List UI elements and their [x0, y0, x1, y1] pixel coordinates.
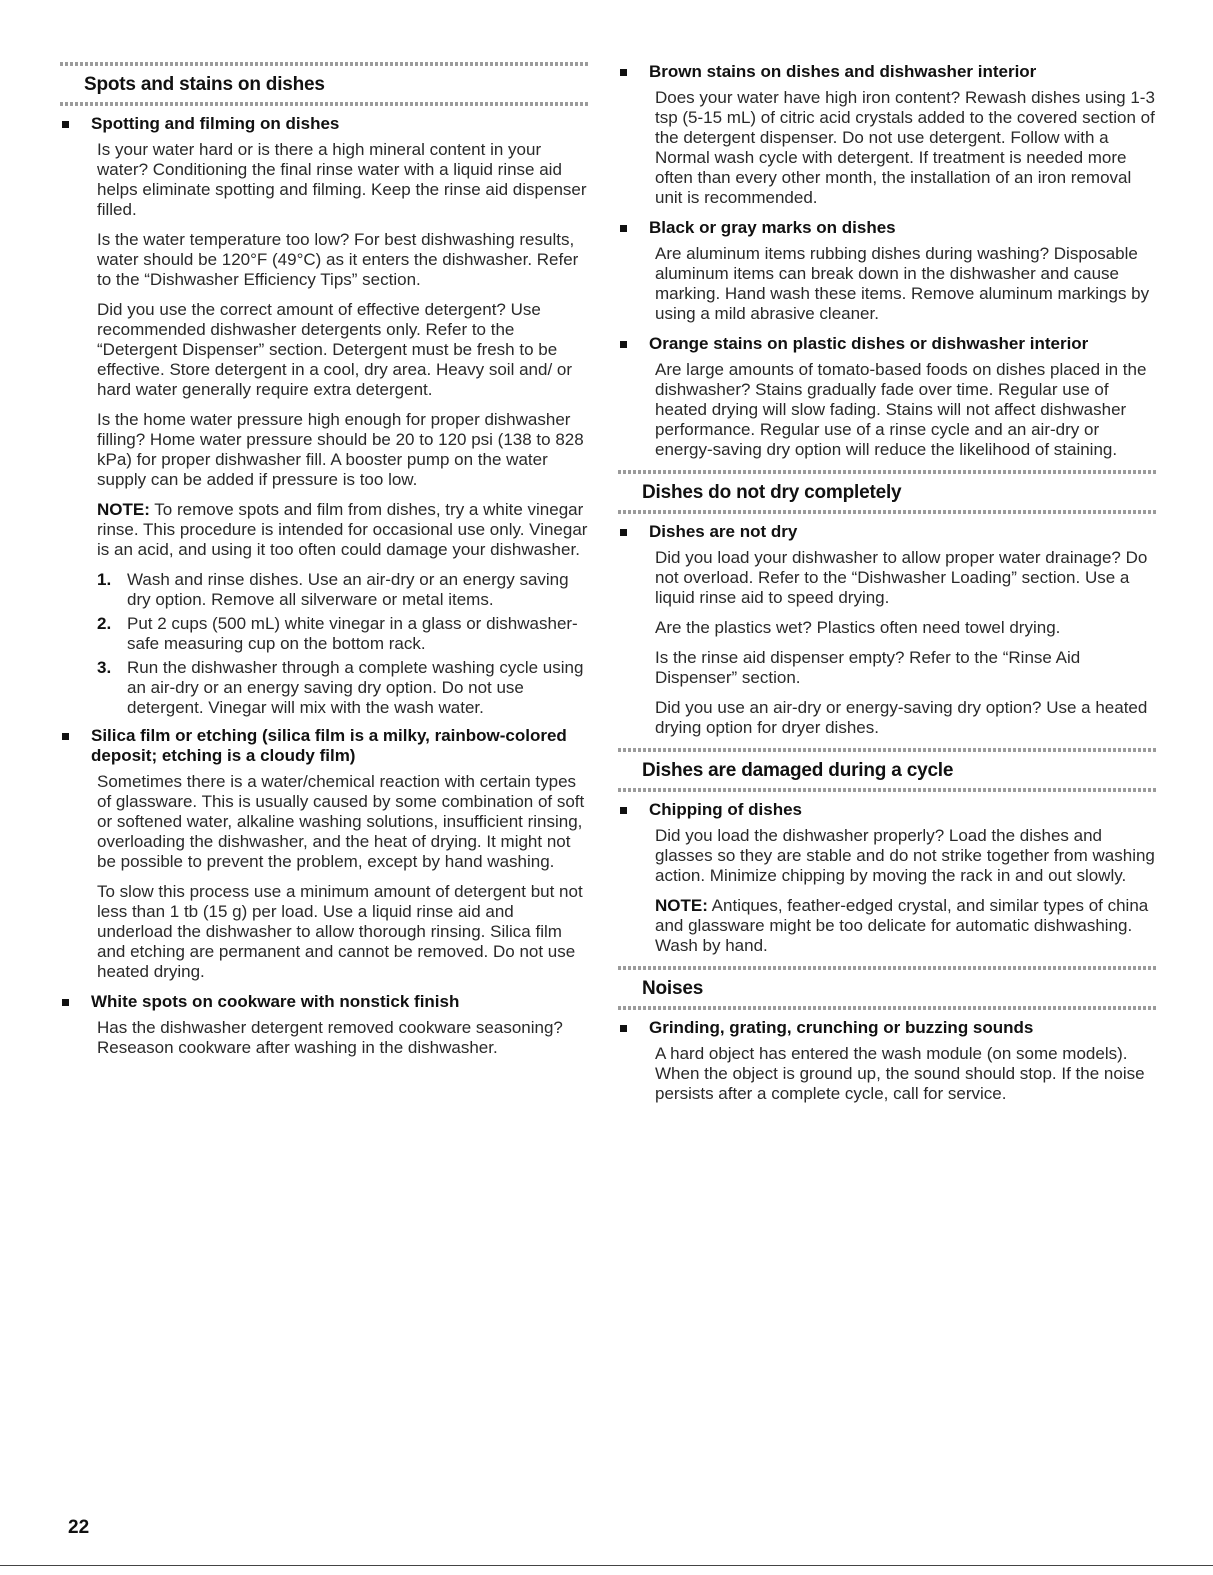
bullet-icon — [62, 733, 69, 740]
bullet-icon — [620, 1025, 627, 1032]
section-header — [618, 470, 1158, 514]
item-paragraph: To slow this process use a minimum amount of detergent but not less than 1 tb (15 g) per load. Use a liquid rinse aid and underload the dishwasher to allow thorough rinsing. Silica film and etching are permanent and cannot be removed. Do not use heated drying. — [97, 882, 583, 981]
section-title: Dishes are damaged during a cycle — [642, 760, 954, 781]
item-paragraph: Is the home water pressure high enough for proper dishwasher filling? Home water pressure should be 20 to 120 psi (138 to 828 kPa) for proper dishwasher fill. A booster pump on the water supply can be added if pressure is too low. — [97, 410, 584, 489]
note-label: NOTE: — [655, 896, 708, 915]
bullet-icon — [620, 225, 627, 232]
troubleshooting-item — [618, 1018, 1158, 1104]
steps-list — [97, 570, 590, 718]
troubleshooting-item — [60, 114, 590, 718]
dotted-rule — [618, 748, 1158, 752]
bullet-icon — [620, 807, 627, 814]
dotted-rule — [618, 510, 1158, 514]
item-title: Black or gray marks on dishes — [649, 218, 896, 237]
item-paragraph: Are large amounts of tomato-based foods on dishes placed in the dishwasher? Stains gradually fade over time. Regular use of heated drying will slow fading. Stains will not affect dishwasher performance. Regular use of a rinse cycle and an air-dry or energy-saving dry option will reduce the likelihood of staining. — [655, 360, 1147, 459]
dotted-rule — [60, 62, 590, 66]
step-number: 3. — [97, 658, 112, 677]
page-number: 22 — [68, 1517, 90, 1538]
item-paragraph: Did you use an air-dry or energy-saving dry option? Use a heated drying option for dryer dishes. — [655, 698, 1148, 737]
note-paragraph — [655, 896, 1158, 956]
step-number: 1. — [97, 570, 112, 589]
item-title: White spots on cookware with nonstick finish — [91, 992, 460, 1011]
item-title: Brown stains on dishes and dishwasher interior — [649, 62, 1037, 81]
item-paragraph: Are the plastics wet? Plastics often need towel drying. — [655, 618, 1061, 637]
item-paragraph: A hard object has entered the wash module (on some models). When the object is ground up, the sound should stop. If the noise persists after a complete cycle, call for service. — [655, 1044, 1145, 1103]
item-paragraph: Does your water have high iron content? Rewash dishes using 1-3 tsp (5-15 mL) of citric acid crystals added to the covered section of the detergent dispenser. Do not use detergent. Follow with a Normal wash cycle with detergent. If treatment is needed more often than every other month, the installation of an iron removal unit is recommended. — [655, 88, 1155, 207]
bottom-rule — [0, 1565, 1213, 1566]
section-title: Spots and stains on dishes — [84, 74, 325, 95]
item-paragraph: Is your water hard or is there a high mineral content in your water? Conditioning the final rinse water with a liquid rinse aid helps eliminate spotting and filming. Keep the rinse aid dispenser filled. — [97, 140, 587, 219]
bullet-icon — [620, 529, 627, 536]
section-title: Noises — [642, 978, 704, 999]
troubleshooting-item — [60, 992, 590, 1058]
item-paragraph: Sometimes there is a water/chemical reaction with certain types of glassware. This is usually caused by some combination of soft or softened water, alkaline washing solutions, insufficient rinsing, overloading the dishwasher, and the heat of drying. It might not be possible to prevent the problem, except by hand washing. — [97, 772, 585, 871]
troubleshooting-item — [618, 334, 1158, 460]
left-column — [60, 62, 590, 1068]
troubleshooting-item — [618, 800, 1158, 956]
item-title: Dishes are not dry — [649, 522, 798, 541]
item-title: Chipping of dishes — [649, 800, 802, 819]
step-text: Wash and rinse dishes. Use an air-dry or an energy saving dry option. Remove all silverware or metal items. — [127, 570, 569, 609]
step-item — [97, 570, 590, 610]
dotted-rule — [618, 966, 1158, 970]
step-item — [97, 614, 590, 654]
item-title: Grinding, grating, crunching or buzzing sounds — [649, 1018, 1034, 1037]
section-header — [60, 62, 590, 106]
note-text: To remove spots and film from dishes, try a white vinegar rinse. This procedure is intended for occasional use only. Vinegar is an acid, and using it too often could damage your dishwasher. — [97, 500, 588, 559]
note-label: NOTE: — [97, 500, 150, 519]
bullet-icon — [620, 69, 627, 76]
dotted-rule — [60, 102, 590, 106]
item-paragraph: Is the rinse aid dispenser empty? Refer to the “Rinse Aid Dispenser” section. — [655, 648, 1081, 687]
item-title: Silica film or etching (silica film is a milky, rainbow-colored deposit; etching is a cloudy film) — [91, 726, 567, 765]
item-paragraph: Did you use the correct amount of effective detergent? Use recommended dishwasher detergents only. Refer to the “Detergent Dispenser” section. Detergent must be fresh to be effective. Store detergent in a cool, dry area. Heavy soil and/ or hard water generally require extra detergent. — [97, 300, 573, 399]
note-text: Antiques, feather-edged crystal, and similar types of china and glassware might be too delicate for automatic dishwashing. Wash by hand. — [655, 896, 1149, 955]
item-paragraph: Are aluminum items rubbing dishes during washing? Disposable aluminum items can break down in the dishwasher and cause marking. Hand wash these items. Remove aluminum markings by using a mild abrasive cleaner. — [655, 244, 1150, 323]
item-title: Spotting and filming on dishes — [91, 114, 340, 133]
bullet-icon — [620, 341, 627, 348]
step-item — [97, 658, 590, 718]
note-paragraph — [97, 500, 590, 560]
bullet-icon — [62, 999, 69, 1006]
item-paragraph: Did you load the dishwasher properly? Load the dishes and glasses so they are stable and do not strike together from washing action. Minimize chipping by moving the rack in and out slowly. — [655, 826, 1155, 885]
item-paragraph: Is the water temperature too low? For best dishwashing results, water should be 120°F (49°C) as it enters the dishwasher. Refer to the “Dishwasher Efficiency Tips” section. — [97, 230, 579, 289]
troubleshooting-item — [618, 218, 1158, 324]
troubleshooting-item — [60, 726, 590, 982]
section-title: Dishes do not dry completely — [642, 482, 902, 503]
dotted-rule — [618, 470, 1158, 474]
dotted-rule — [618, 788, 1158, 792]
bullet-icon — [62, 121, 69, 128]
dotted-rule — [618, 1006, 1158, 1010]
step-text: Put 2 cups (500 mL) white vinegar in a glass or dishwasher-safe measuring cup on the bottom rack. — [127, 614, 578, 653]
item-paragraph: Has the dishwasher detergent removed cookware seasoning? Reseason cookware after washing in the dishwasher. — [97, 1018, 563, 1057]
troubleshooting-item — [618, 62, 1158, 208]
right-column — [618, 62, 1158, 1114]
troubleshooting-item — [618, 522, 1158, 738]
section-header — [618, 966, 1158, 1010]
item-paragraph: Did you load your dishwasher to allow proper water drainage? Do not overload. Refer to the “Dishwasher Loading” section. Use a liquid rinse aid to speed drying. — [655, 548, 1148, 607]
step-number: 2. — [97, 614, 112, 633]
item-title: Orange stains on plastic dishes or dishwasher interior — [649, 334, 1089, 353]
section-header — [618, 748, 1158, 792]
step-text: Run the dishwasher through a complete washing cycle using an air-dry or an energy saving dry option. Do not use detergent. Vinegar will mix with the wash water. — [127, 658, 584, 717]
